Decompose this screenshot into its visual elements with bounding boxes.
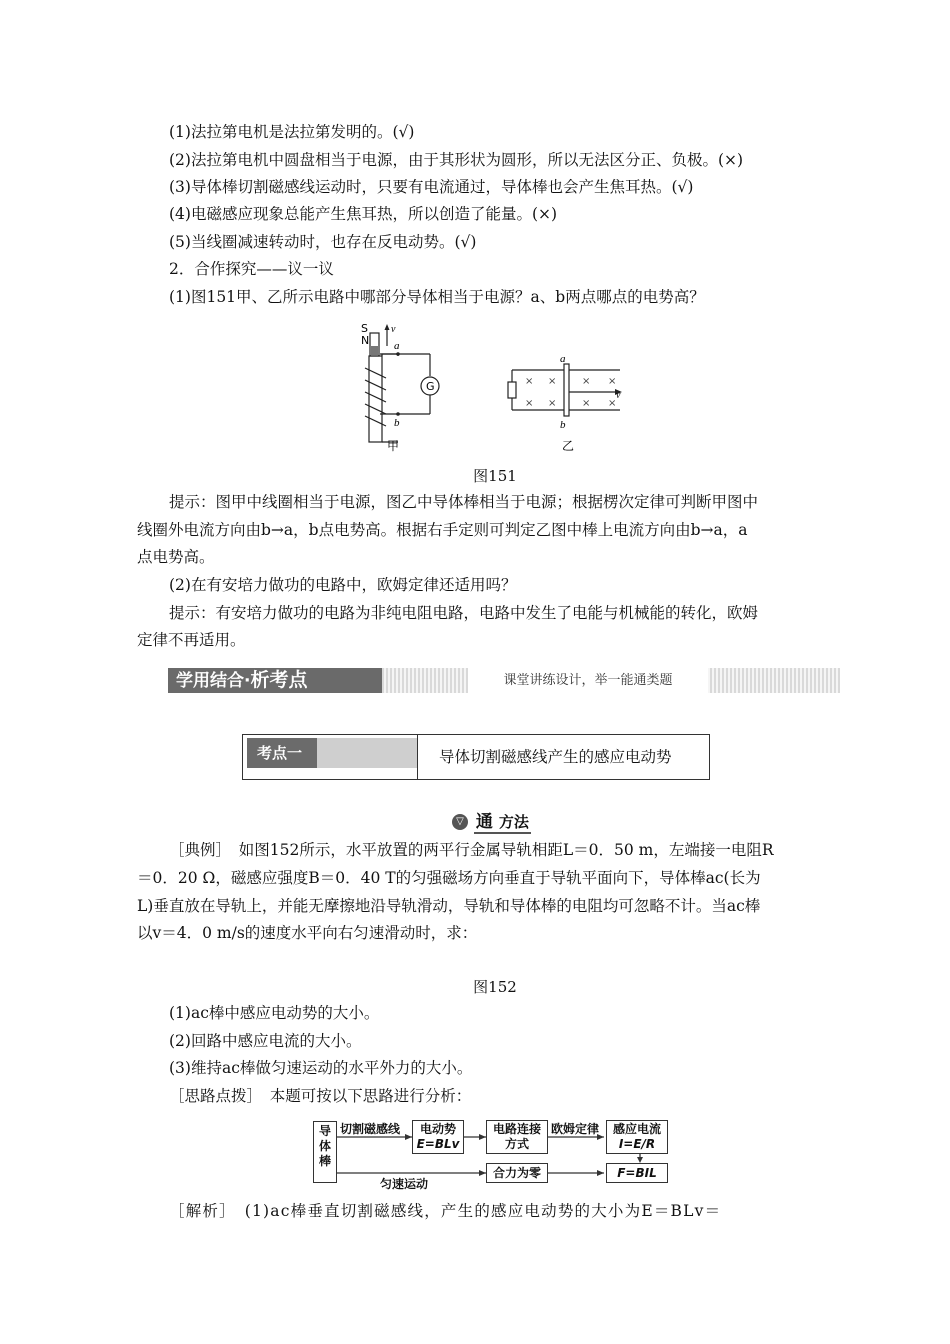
method-label: ▽ 通 方法 — [452, 807, 531, 834]
hint-1b: 线圈外电流方向由b→a，b点电势高。根据右手定则可判定乙图中棒上电流方向由b→a，a — [137, 521, 748, 539]
solution-start: ［解析］ (1)ac棒垂直切割磁感线，产生的感应电动势的大小为E＝BLv＝ — [169, 1202, 722, 1220]
sub-question-2: (2)回路中感应电流的大小。 — [169, 1032, 362, 1050]
banner-subtitle: 课堂讲练设计，举一能通类题 — [468, 668, 708, 693]
svg-text:×: × — [582, 376, 591, 387]
label-b-jia: b — [394, 417, 400, 429]
label-a-yi: a — [560, 353, 566, 365]
hint-2a: 提示：有安培力做功的电路为非纯电阻电路，电路中发生了电能与机械能的转化，欧姆 — [169, 604, 759, 622]
label-v-jia: v — [391, 324, 396, 335]
example-4: 以v＝4．0 m/s的速度水平向右匀速滑动时，求： — [137, 924, 478, 942]
svg-text:×: × — [525, 376, 534, 387]
sub-question-1: (1)ac棒中感应电动势的大小。 — [169, 1004, 380, 1022]
figure-151-caption: 图151 — [473, 467, 517, 485]
flow-root: 导体棒 — [313, 1121, 337, 1183]
label-jia: 甲 — [387, 439, 400, 453]
statement-4: (4)电磁感应现象总能产生焦耳热，所以创造了能量。(×) — [169, 205, 558, 223]
statement-3: (3)导体棒切割磁感线运动时，只要有电流通过，导体棒也会产生焦耳热。(√) — [169, 178, 694, 196]
flow-label-cut: 切割磁感线 — [340, 1122, 401, 1136]
svg-text:×: × — [608, 376, 617, 387]
label-v-yi: v — [616, 390, 621, 401]
statement-1: (1)法拉第电机是法拉第发明的。(√) — [169, 123, 415, 141]
sub-question-3: (3)维持ac棒做匀速运动的水平外力的大小。 — [169, 1059, 473, 1077]
flow-label-uniform: 匀速运动 — [380, 1177, 429, 1191]
label-a-jia: a — [394, 340, 400, 352]
hint-1c: 点电势高。 — [137, 548, 215, 566]
figure-151 — [350, 318, 640, 458]
flow-box-net-force: 合力为零 — [486, 1163, 548, 1183]
hint-2b: 定律不再适用。 — [137, 631, 246, 649]
label-N: N — [361, 334, 370, 347]
flow-label-ohm: 欧姆定律 — [551, 1122, 600, 1136]
thinking-hint: ［思路点拨］ 本题可按以下思路进行分析： — [169, 1087, 472, 1105]
example-3: L)垂直放在导轨上，并能无摩擦地沿导轨滑动，导轨和导体棒的电阻均可忽略不计。当ac棒 — [137, 897, 761, 915]
galvanometer-label: G — [426, 380, 435, 393]
kaodian-tag: 考点一 — [247, 738, 417, 768]
banner-title: 学用结合·析考点 — [168, 668, 382, 693]
question-2: (2)在有安培力做功的电路中，欧姆定律还适用吗？ — [169, 576, 517, 594]
example-2: ＝0．20 Ω，磁感应强度B＝0．40 T的匀强磁场方向垂直于导轨平面向下，导体棒ac(长为 — [137, 869, 761, 887]
section-heading: 2．合作探究——议一议 — [169, 260, 334, 278]
figure-152-caption: 图152 — [473, 978, 517, 996]
flow-box-connection: 电路连接 方式 — [486, 1120, 548, 1154]
example-1: ［典例］ 如图152所示，水平放置的两平行金属导轨相距L＝0．50 m，左端接一电阻R — [169, 841, 774, 859]
flow-box-emf: 电动势 E=BLv — [412, 1120, 464, 1154]
flow-box-force: F=BIL — [606, 1163, 668, 1183]
statement-5: (5)当线圈减速转动时，也存在反电动势。(√) — [169, 233, 477, 251]
question-1: (1)图151甲、乙所示电路中哪部分导体相当于电源？a、b两点哪点的电势高？ — [169, 288, 705, 306]
kaodian-box — [242, 734, 710, 780]
triangle-icon: ▽ — [452, 814, 468, 830]
svg-text:×: × — [548, 376, 557, 387]
section-banner — [168, 667, 840, 695]
svg-text:×: × — [525, 398, 534, 409]
statement-2: (2)法拉第电机中圆盘相当于电源，由于其形状为圆形，所以无法区分正、负极。(×) — [169, 151, 744, 169]
flow-box-current: 感应电流 I=E/R — [606, 1120, 668, 1154]
label-S: S — [361, 322, 368, 335]
label-yi: 乙 — [562, 439, 575, 453]
label-b-yi: b — [560, 419, 566, 431]
kaodian-title: 导体切割磁感线产生的感应电动势 — [439, 748, 672, 766]
svg-text:×: × — [608, 398, 617, 409]
svg-text:×: × — [582, 398, 591, 409]
svg-text:×: × — [548, 398, 557, 409]
hint-1a: 提示：图甲中线圈相当于电源，图乙中导体棒相当于电源；根据楞次定律可判断甲图中 — [169, 493, 759, 511]
